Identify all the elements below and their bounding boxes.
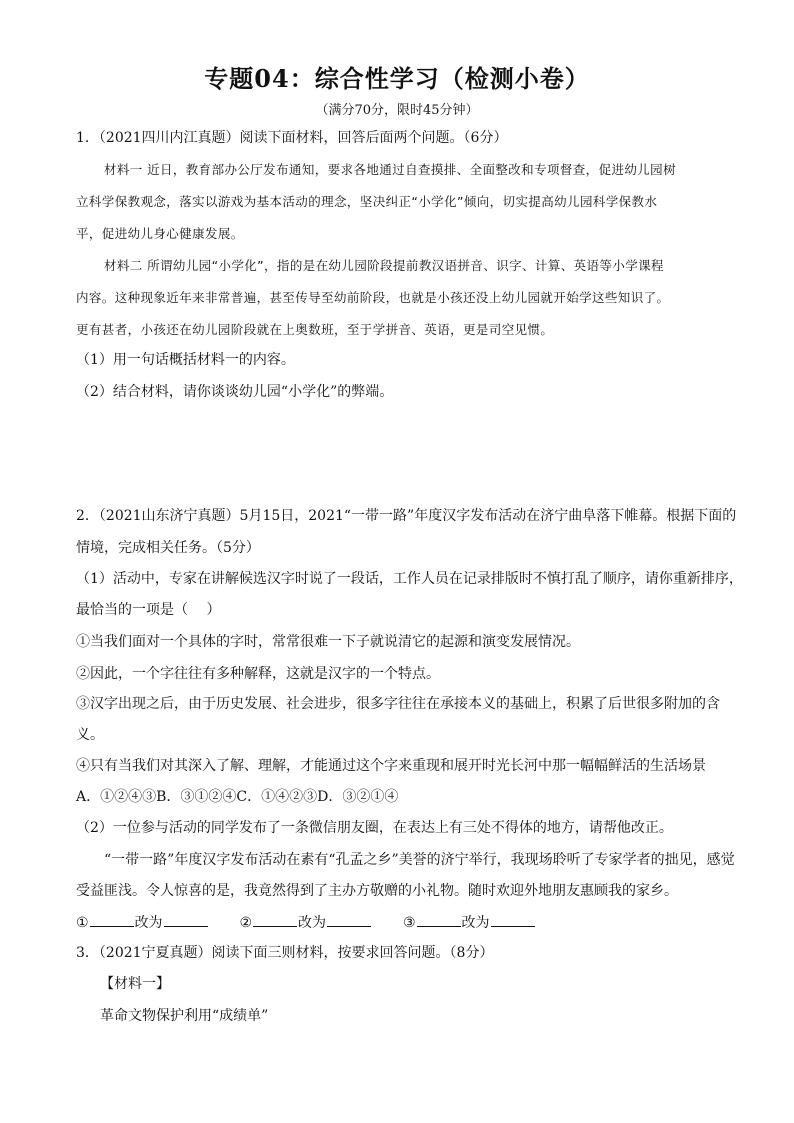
q2-post-line2: 受益匪浅。令人惊喜的是，我竟然得到了主办方敬赠的小礼物。随时欢迎外地朋友惠顾我的家乡。	[76, 883, 678, 899]
q3-material-title: 革命文物保护利用“成绩单”	[100, 1008, 269, 1024]
q2-sub1-line1: （1）活动中，专家在讲解候选汉字时说了一段话，工作人员在记录排版时不慎打乱了顺序，请你重新排序，	[76, 571, 743, 587]
q1-material1-line3: 平，促进幼儿身心健康发展。	[76, 226, 244, 241]
q1-sub2: （2）结合材料，请你谈谈幼儿园“小学化”的弊端。	[76, 384, 394, 400]
q2-sub2: （2）一位参与活动的同学发布了一条微信朋友圈，在表达上有三处不得体的地方，请帮他改正。	[76, 820, 673, 836]
fill-marker-1: ①	[76, 915, 89, 931]
q2-post-line1: “一带一路”年度汉字发布活动在素有“孔孟之乡”美誉的济宁举行，我现场聆听了专家学者的拙见，感觉	[104, 852, 735, 868]
q2-item-1: ①当我们面对一个具体的字时，常常很难一下子就说清它的起源和演变发展情况。	[76, 634, 580, 650]
fill-blank-3b[interactable]	[491, 912, 535, 927]
q1-material2-line3: 更有甚者，小孩还在幼儿园阶段就在上奥数班，至于学拼音、英语，更是司空见惯。	[76, 322, 554, 337]
q1-material2-line2: 内容。这种现象近年来非常普遍，甚至传导至幼前阶段，也就是小孩还没上幼儿园就开始学这些知识了。	[76, 290, 670, 305]
q1-header: 1．（2021四川内江真题）阅读下面材料，回答后面两个问题。（6分）	[76, 130, 508, 146]
q1-sub1: （1）用一句话概括材料一的内容。	[76, 352, 295, 368]
q3-material-label: 【材料一】	[100, 976, 170, 992]
fill-word-1: 改为	[134, 915, 163, 931]
q2-item-3-line2: 义。	[76, 727, 104, 743]
document-subtitle: （满分70分，限时45分钟）	[315, 103, 479, 118]
fill-blank-2a[interactable]	[253, 912, 297, 927]
fill-blank-3a[interactable]	[417, 912, 461, 927]
q2-sub1-line2: 最恰当的一项是（ ）	[76, 602, 221, 618]
q2-item-3-line1: ③汉字出现之后，由于历史发展、社会进步，很多字往往在承接本义的基础上，积累了后世很多附加的含	[76, 696, 720, 712]
fill-blank-2b[interactable]	[327, 912, 371, 927]
q1-material1-line1: 材料一 近日，教育部办公厅发布通知，要求各地通过自查摸排、全面整改和专项督查，促进幼儿园树	[104, 162, 676, 177]
fill-marker-3: ③	[402, 915, 416, 931]
q3-header: 3．（2021宁夏真题）阅读下面三则材料，按要求回答问题。（8分）	[76, 945, 494, 961]
q2-item-4: ④只有当我们对其深入了解、理解，才能通过这个字来重现和展开时光长河中那一幅幅鲜活的生活场景	[76, 758, 706, 774]
fill-marker-2: ②	[239, 915, 253, 931]
document-title: 专题04：综合性学习（检测小卷）	[204, 64, 590, 93]
q2-options: A．①②④③B．③①②④C．①④②③D．③②①④	[76, 789, 399, 805]
fill-word-3: 改为	[461, 915, 490, 931]
q2-header-line1: 2．（2021山东济宁真题）5月15日，2021“一带一路”年度汉字发布活动在济宁曲阜落下帷幕。根据下面的	[76, 508, 737, 524]
fill-word-2: 改为	[298, 915, 327, 931]
fill-blank-1a[interactable]	[90, 912, 134, 927]
q2-item-2: ②因此，一个字往往有多种解释，这就是汉字的一个特点。	[76, 666, 440, 682]
fill-blank-1b[interactable]	[164, 912, 208, 927]
q2-fill-row	[76, 912, 536, 933]
q1-material1-line2: 立科学保教观念，落实以游戏为基本活动的理念，坚决纠正“小学化”倾向，切实提高幼儿园科学保教水	[76, 194, 658, 209]
q2-header-line2: 情境，完成相关任务。（5分）	[76, 540, 260, 556]
q1-material2-line1: 材料二 所谓幼儿园“小学化”，指的是在幼儿园阶段提前教汉语拼音、识字、计算、英语等小学课程	[104, 258, 664, 273]
